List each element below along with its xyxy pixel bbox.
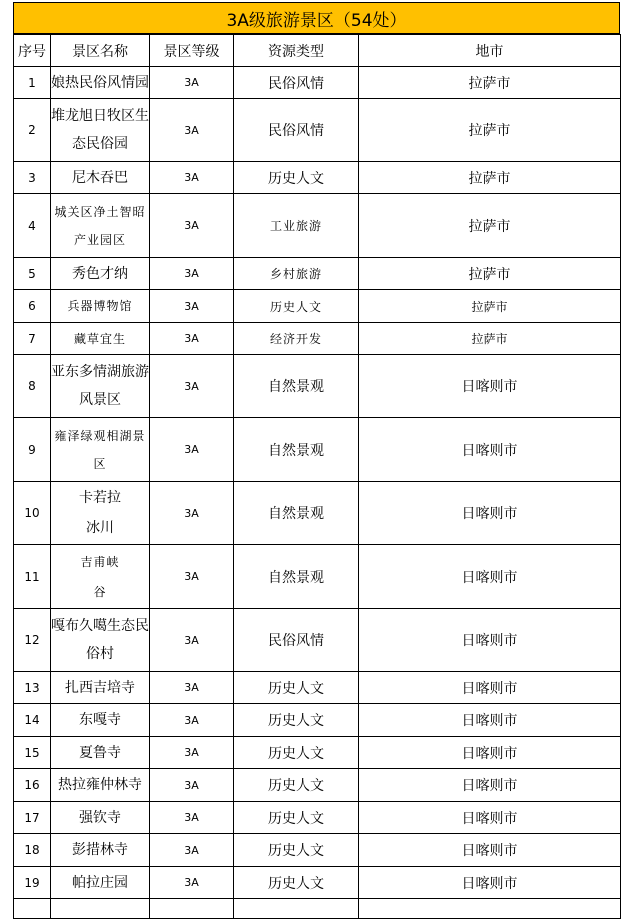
cell-type: 自然景观 xyxy=(234,418,359,482)
cell-no: 9 xyxy=(14,418,51,482)
cell-no: 13 xyxy=(14,672,51,704)
cell-no: 5 xyxy=(14,258,51,290)
table-row xyxy=(14,418,621,482)
table-row xyxy=(14,67,621,99)
cell-empty xyxy=(150,899,234,919)
cell-level: 3A xyxy=(150,418,234,482)
cell-name xyxy=(51,482,150,545)
table-row xyxy=(14,323,621,355)
cell-no: 15 xyxy=(14,737,51,769)
cell-no: 10 xyxy=(14,482,51,545)
header-level: 景区等级 xyxy=(150,35,234,67)
table-row xyxy=(14,290,621,323)
table-row xyxy=(14,769,621,802)
cell-no: 16 xyxy=(14,769,51,802)
cell-type: 历史人文 xyxy=(234,867,359,899)
cell-type: 历史人文 xyxy=(234,162,359,194)
table-row xyxy=(14,672,621,704)
header-type: 资源类型 xyxy=(234,35,359,67)
cell-type: 自然景观 xyxy=(234,545,359,609)
cell-city: 日喀则市 xyxy=(359,867,621,899)
cell-empty xyxy=(359,899,621,919)
cell-city: 日喀则市 xyxy=(359,482,621,545)
cell-level: 3A xyxy=(150,67,234,99)
cell-name-line: 吉甫峡谷 xyxy=(80,554,120,599)
cell-name xyxy=(51,545,150,609)
table-row xyxy=(14,99,621,162)
cell-level: 3A xyxy=(150,355,234,418)
cell-empty xyxy=(234,899,359,919)
table-row xyxy=(14,258,621,290)
cell-level: 3A xyxy=(150,769,234,802)
cell-city: 日喀则市 xyxy=(359,769,621,802)
cell-city: 日喀则市 xyxy=(359,418,621,482)
cell-no: 11 xyxy=(14,545,51,609)
cell-name: 秀色才纳 xyxy=(51,258,150,290)
cell-no: 2 xyxy=(14,99,51,162)
cell-level: 3A xyxy=(150,834,234,867)
cell-level: 3A xyxy=(150,867,234,899)
cell-city: 拉萨市 xyxy=(359,290,621,323)
cell-name: 帕拉庄园 xyxy=(51,867,150,899)
cell-city: 拉萨市 xyxy=(359,323,621,355)
cell-city: 日喀则市 xyxy=(359,802,621,834)
scenic-spot-sheet xyxy=(13,2,620,919)
cell-level: 3A xyxy=(150,545,234,609)
cell-name: 城关区净土智昭产业园区 xyxy=(51,194,150,258)
cell-type: 民俗风情 xyxy=(234,609,359,672)
cell-name: 强钦寺 xyxy=(51,802,150,834)
cell-name-line: 卡若拉冰川 xyxy=(79,490,121,536)
cell-type: 历史人文 xyxy=(234,704,359,737)
cell-no: 7 xyxy=(14,323,51,355)
cell-level: 3A xyxy=(150,194,234,258)
table-row xyxy=(14,355,621,418)
cell-type: 自然景观 xyxy=(234,482,359,545)
cell-name: 扎西吉培寺 xyxy=(51,672,150,704)
cell-name: 娘热民俗风情园 xyxy=(51,67,150,99)
cell-type: 历史人文 xyxy=(234,737,359,769)
cell-city: 日喀则市 xyxy=(359,834,621,867)
cell-no: 18 xyxy=(14,834,51,867)
cell-level: 3A xyxy=(150,672,234,704)
cell-level: 3A xyxy=(150,99,234,162)
table-row xyxy=(14,802,621,834)
cell-no: 12 xyxy=(14,609,51,672)
cell-name: 雍泽绿观相湖景区 xyxy=(51,418,150,482)
cell-city: 日喀则市 xyxy=(359,737,621,769)
table-row xyxy=(14,834,621,867)
cell-city: 拉萨市 xyxy=(359,258,621,290)
cell-city: 日喀则市 xyxy=(359,355,621,418)
cell-no: 1 xyxy=(14,67,51,99)
cell-name: 堆龙旭日牧区生态民俗园 xyxy=(51,99,150,162)
cell-level: 3A xyxy=(150,482,234,545)
table-row xyxy=(14,545,621,609)
cell-level: 3A xyxy=(150,290,234,323)
cell-name: 嘎布久噶生态民俗村 xyxy=(51,609,150,672)
cell-city: 拉萨市 xyxy=(359,194,621,258)
cell-no: 17 xyxy=(14,802,51,834)
cell-type: 民俗风情 xyxy=(234,99,359,162)
cell-level: 3A xyxy=(150,737,234,769)
cell-level: 3A xyxy=(150,323,234,355)
cell-name: 尼木吞巴 xyxy=(51,162,150,194)
table-row-partial xyxy=(14,899,621,919)
cell-name: 兵器博物馆 xyxy=(51,290,150,323)
cell-type: 历史人文 xyxy=(234,290,359,323)
cell-city: 拉萨市 xyxy=(359,99,621,162)
cell-name: 夏鲁寺 xyxy=(51,737,150,769)
cell-type: 历史人文 xyxy=(234,802,359,834)
cell-no: 14 xyxy=(14,704,51,737)
cell-no: 19 xyxy=(14,867,51,899)
cell-empty xyxy=(51,899,150,919)
cell-name: 东嘎寺 xyxy=(51,704,150,737)
cell-level: 3A xyxy=(150,609,234,672)
cell-name: 热拉雍仲林寺 xyxy=(51,769,150,802)
cell-empty xyxy=(14,899,51,919)
cell-name: 彭措林寺 xyxy=(51,834,150,867)
header-city: 地市 xyxy=(359,35,621,67)
cell-no: 4 xyxy=(14,194,51,258)
cell-city: 拉萨市 xyxy=(359,67,621,99)
cell-level: 3A xyxy=(150,704,234,737)
cell-type: 乡村旅游 xyxy=(234,258,359,290)
table-row xyxy=(14,737,621,769)
scenic-spot-table xyxy=(13,34,621,919)
cell-city: 日喀则市 xyxy=(359,704,621,737)
cell-type: 历史人文 xyxy=(234,834,359,867)
cell-type: 工业旅游 xyxy=(234,194,359,258)
cell-no: 3 xyxy=(14,162,51,194)
cell-level: 3A xyxy=(150,162,234,194)
table-title: 3A级旅游景区（54处） xyxy=(13,2,620,34)
cell-type: 民俗风情 xyxy=(234,67,359,99)
cell-city: 日喀则市 xyxy=(359,609,621,672)
cell-no: 6 xyxy=(14,290,51,323)
table-row xyxy=(14,704,621,737)
cell-name: 藏草宜生 xyxy=(51,323,150,355)
cell-type: 自然景观 xyxy=(234,355,359,418)
header-row xyxy=(14,35,621,67)
header-name: 景区名称 xyxy=(51,35,150,67)
cell-name: 亚东多情湖旅游风景区 xyxy=(51,355,150,418)
table-row xyxy=(14,194,621,258)
cell-type: 历史人文 xyxy=(234,672,359,704)
cell-city: 日喀则市 xyxy=(359,672,621,704)
table-row xyxy=(14,162,621,194)
cell-no: 8 xyxy=(14,355,51,418)
cell-city: 拉萨市 xyxy=(359,162,621,194)
table-row xyxy=(14,609,621,672)
cell-city: 日喀则市 xyxy=(359,545,621,609)
cell-level: 3A xyxy=(150,802,234,834)
table-row xyxy=(14,867,621,899)
header-no: 序号 xyxy=(14,35,51,67)
cell-type: 历史人文 xyxy=(234,769,359,802)
cell-level: 3A xyxy=(150,258,234,290)
table-row xyxy=(14,482,621,545)
cell-type: 经济开发 xyxy=(234,323,359,355)
